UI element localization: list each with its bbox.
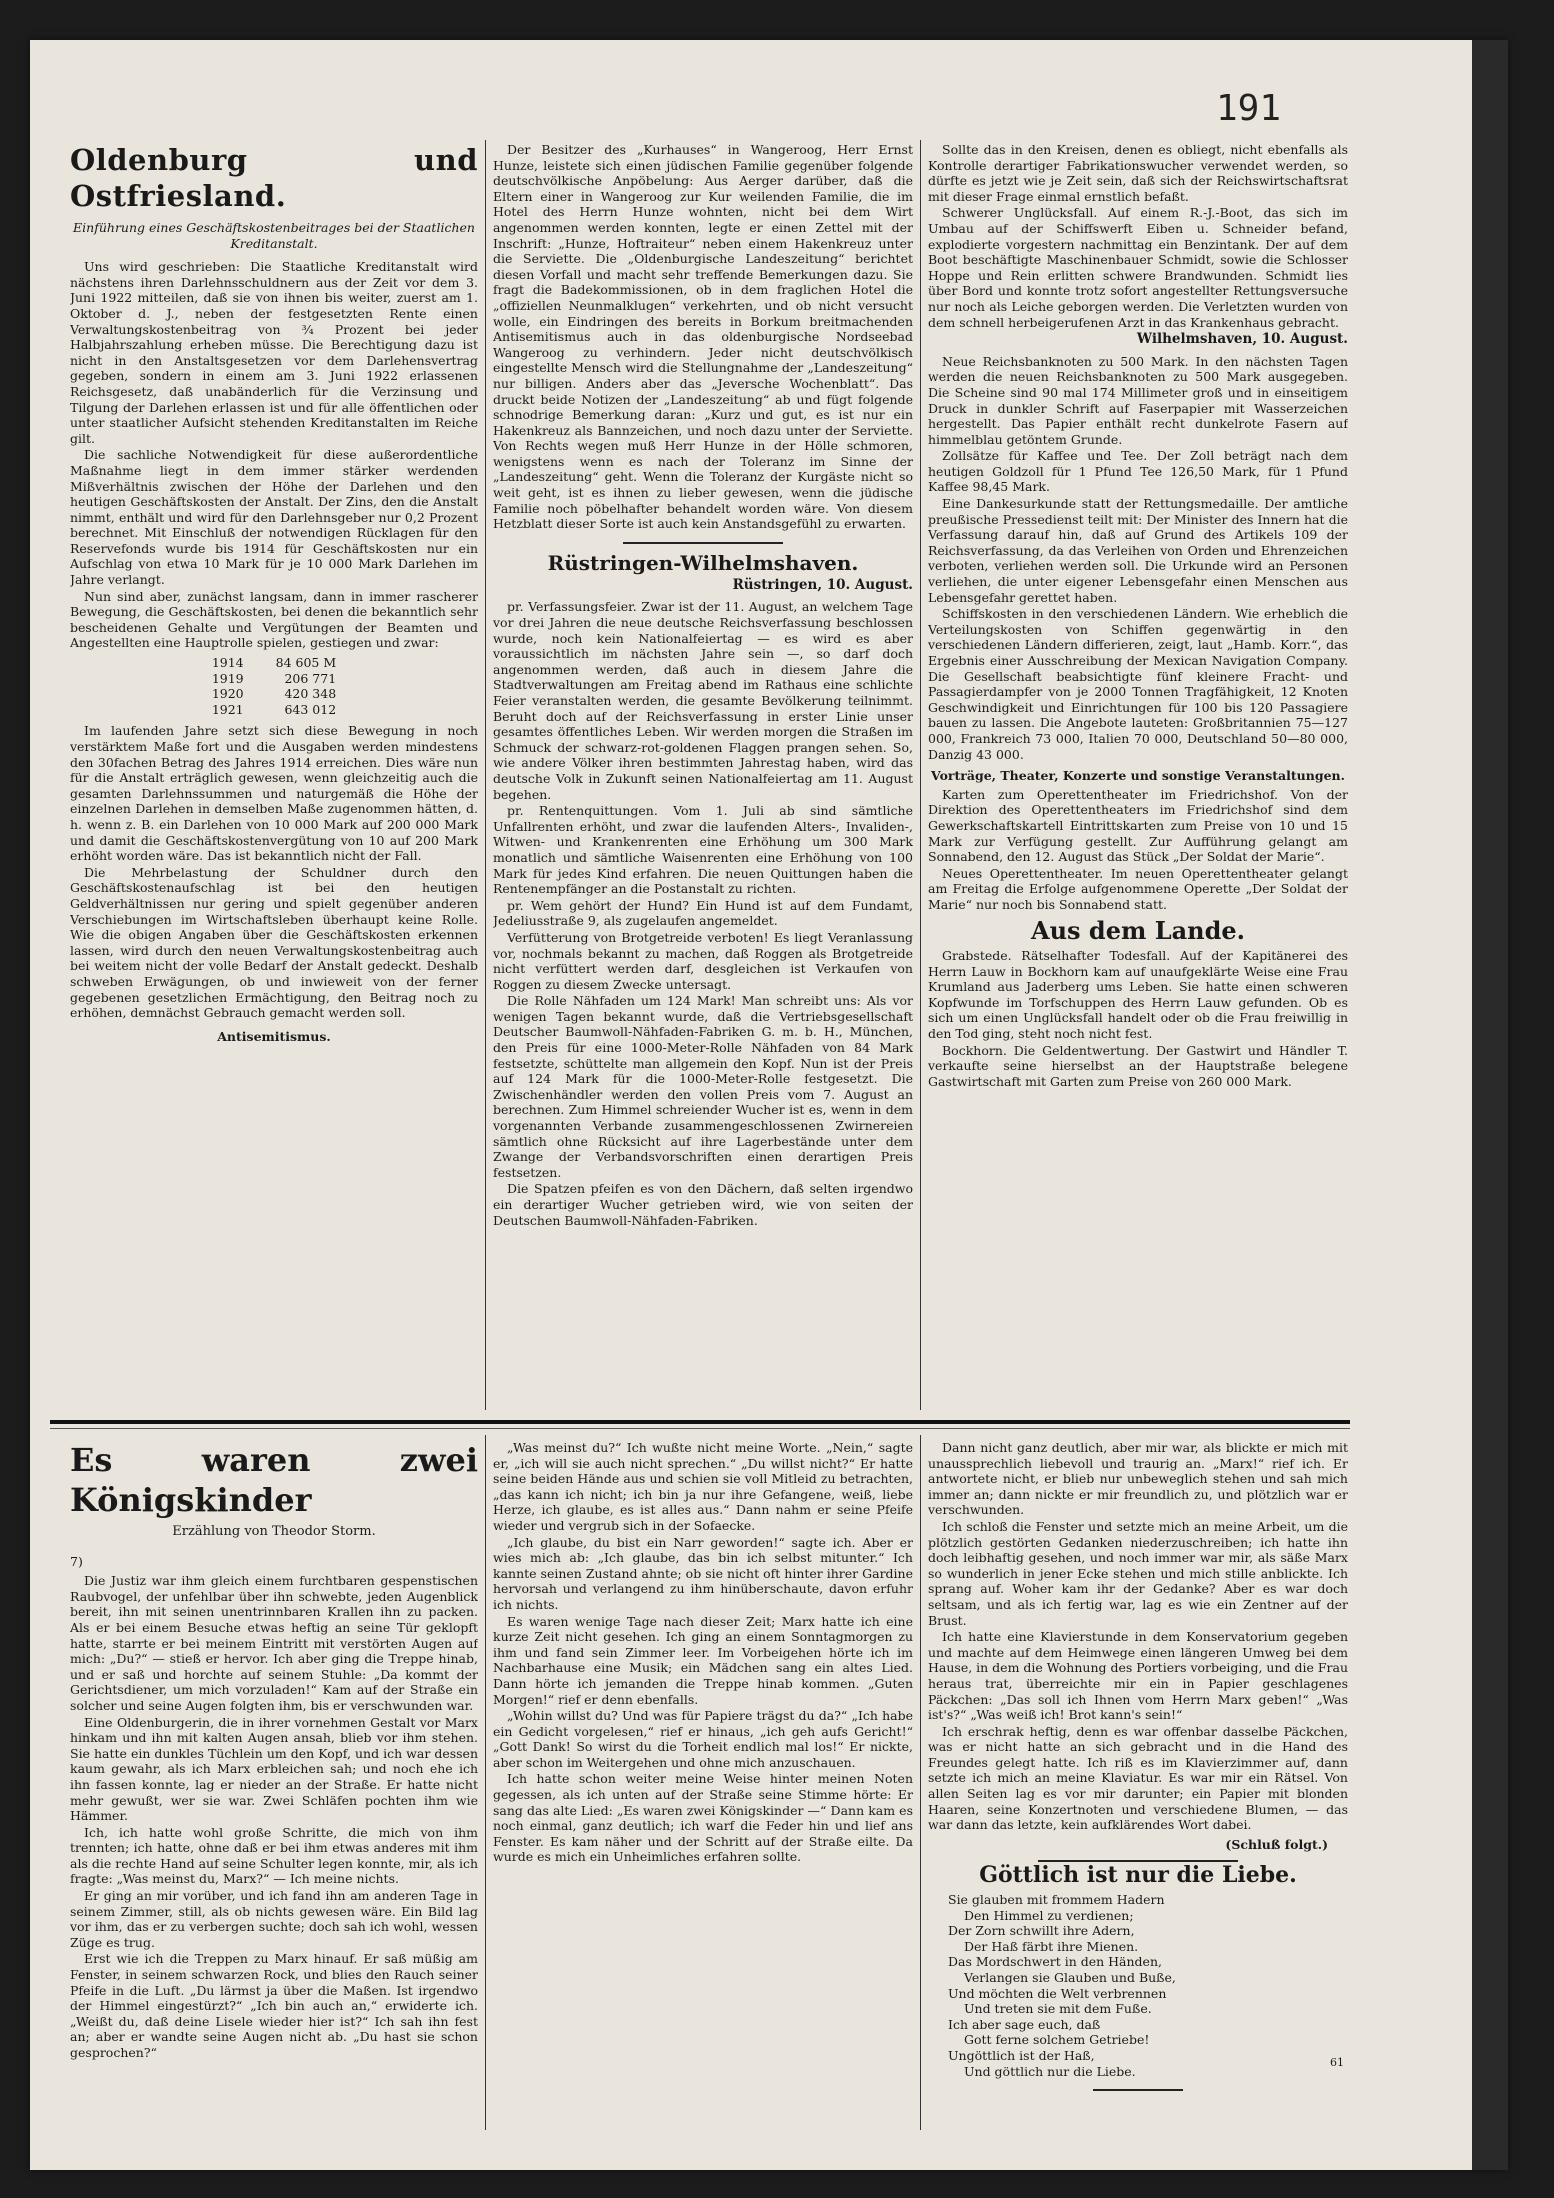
novel-column-1 xyxy=(70,1440,478,2130)
book-binding xyxy=(1472,40,1508,2170)
newspaper-page xyxy=(30,40,1508,2170)
novel-r3: Ich hatte eine Klavierstunde in dem Konservatorium gegeben und machte auf dem Heimwege einen längeren Umweg bei dem Hause, in dem die Wohnung des Portiers vorbeiging, und die Frau heraus trat, überreichte mir ein in Papier geschlagenes Päckchen: „Das soll ich Ihnen vom Herrn Marx geben!“ „Was ist's?“ „Was weiß ich! Brot kann's sein!“ xyxy=(928,1629,1348,1723)
poem-line: Der Zorn schwillt ihre Adern, xyxy=(948,1923,1135,1939)
poem-line: Sie glauben mit frommem Hadern xyxy=(948,1892,1165,1908)
section-divider xyxy=(1093,2089,1183,2091)
poem-stanza xyxy=(948,1892,1348,1954)
novel-column-3 xyxy=(928,1440,1348,2130)
costs-table xyxy=(196,655,352,717)
poem-stanza xyxy=(948,2017,1348,2079)
table-cell-value: 84 605 M xyxy=(275,655,337,671)
oldenburg-para4: Die Mehrbelastung der Schuldner durch den Geschäftskostenaufschlag ist bei den heutigen Geldverhältnissen nur gering und spielt gegenüber anderen Verschiebungen im Wirtschaftsleben überhaupt keine Rolle. Wie die obigen Angaben über die Geschäftskosten erkennen lassen, wird durch den neuen Verwaltungskostenbeitrag auch bei weitem nicht der volle Bedarf der Anstalt gedeckt. Deshalb schweben Erwägungen, ob und inwieweit von der ferner gegebenen gesetzlichen Ermächtigung, den Beitrag noch zu erhöhen, demnächst Gebrauch gemacht werden soll. xyxy=(70,864,478,1021)
table-cell-year: 1921 xyxy=(211,701,244,717)
novel-r1: Dann nicht ganz deutlich, aber mir war, als blickte er mich mit unaussprechlich liebevoll und traurig an. „Marx!“ rief ich. Er antwortete nicht, er blieb nur unbeweglich stehen und sah mich immer an; dann nickte er mir freundlich zu, und plötzlich war er verschwunden. xyxy=(928,1440,1348,1518)
novel-m5: Ich hatte schon weiter meine Weise hinter meinen Noten gegessen, als ich unten auf der Straße seine Stimme hörte: Er sang das alte Lied: „Es waren zwei Königskinder —“ Dann kam es noch einmal, ganz deutlich; ich warf die Feder hin und lief ans Fenster. Es kam näher und der Schritt auf der Straße eilte. Da wurde es mich ein Unheimliches erfahren sollte. xyxy=(493,1771,913,1865)
novel-r2: Ich schloß die Fenster und setzte mich an meine Arbeit, um die plötzlich gestörten Gedanken niederzuschreiben; ich hatte ihn doch leibhaftig gesehen, und noch immer war mir, als säße Marx so wunderlich in jener Ecke stehen und mich stille anblickte. Ich sprang auf. Woher kam ihr der Gedanke? Aber es war doch seltsam, und als ich fertig war, lag es wie ein Zentner auf der Brust. xyxy=(928,1518,1348,1628)
poem-line: Ich aber sage euch, daß xyxy=(948,2016,1101,2032)
poem-line: Den Himmel zu verdienen; xyxy=(964,1907,1134,1923)
oldenburg-para3: Im laufenden Jahre setzt sich diese Bewegung in noch verstärktem Maße fort und die Ausgaben werden mindestens den 30fachen Betrag des Jahres 1914 erreichen. Dies wäre nun für die Anstalt erträglich gewesen, wenn gleichzeitig auch die gesamten Darlehnssummen und naturgemäß die Höhe der einzelnen Darlehen in demselben Maße zugenommen hätten, d. h. wenn z. B. ein Darlehen von 10 000 Mark auf 200 000 Mark und damit die Geschäftskostenvergütung von 10 auf 200 Mark erhöht worden wäre. Das ist bekanntlich nicht der Fall. xyxy=(70,723,478,864)
novel-column-2 xyxy=(493,1440,913,2130)
feuilleton-rule xyxy=(50,1420,1350,1424)
novel-author: Erzählung von Theodor Storm. xyxy=(172,1524,376,1539)
table-row xyxy=(196,686,352,702)
column-ruestringen xyxy=(493,142,913,1414)
poem-line: Das Mordschwert in den Händen, xyxy=(948,1954,1162,1970)
ruestringen-p1: pr. Verfassungsfeier. Zwar ist der 11. August, an welchem Tage vor drei Jahren die neue deutsche Reichsverfassung beschlossen wurde, noch kein Nationalfeiertag — es wird es aber voraussichtlich im nächsten Jahre sein —, so darf doch angenommen werden, daß auch in diesem Jahre die Stadtverwaltungen am Freitag abend im Rathaus eine schlichte Feier veranstalten werden, die gesamte Bevölkerung teilnimmt. Beruht doch auf der Reichsverfassung in erster Linie unser gesamtes öffentliches Leben. Wir werden morgen die Straßen im Schmuck der schwarz-rot-goldenen Flaggen prangen sehen. So, wie andere Völker ihren bestimmten Jahrestag haben, wird das deutsche Volk in Zukunft seinen Nationalfeiertag am 11. August begehen. xyxy=(493,599,913,802)
column-divider xyxy=(485,140,486,1410)
column-right xyxy=(928,142,1348,1414)
oldenburg-para1: Uns wird geschrieben: Die Staatliche Kreditanstalt wird nächstens ihren Darlehnsschuldnern aus der Zeit vor dem 3. Juni 1922 mitteilen, daß sie von ihnen bis weiter, zuerst am 1. Oktober d. J., neben der festgesetzten Rente einen Verwaltungskostenbeitrag von ¾ Prozent bei jeder Halbjahrszahlung erheben müsse. Die Berechtigung dazu ist nicht in den Anstaltsgesetzen vor dem Darlehensvertrag gegeben, sondern in einem am 3. Juni 1922 erlassenen Reichsgesetz, daß unabänderlich für die Verzinsung und Tilgung der Darlehen erlassen ist und für alle öffentlichen oder unter staatlicher Aufsicht stehenden Kreditanstalten im Reiche gilt. xyxy=(70,259,478,446)
page-number: 191 xyxy=(1216,88,1282,129)
table-cell-year: 1920 xyxy=(211,686,244,702)
right-p9: Grabstede. Rätselhafter Todesfall. Auf der Kapitänerei des Herrn Lauw in Bockhorn kam auf unaufgeklärte Weise eine Frau Krumland aus Jaderberg ums Leben. Sie hatte einen schweren Kopfwunde im Torfschuppen des Herrn Lauw gefunden. Ob es sich um einen Unglücksfall handelt oder ob die Frau freiwillig in den Tod ging, steht noch nicht fest. xyxy=(928,948,1348,1042)
poem xyxy=(948,1892,1348,2079)
ruestringen-p4: Verfütterung von Brotgetreide verboten! Es liegt Veranlassung vor, nochmals bekannt zu machen, daß Roggen als Brotgetreide nicht verfüttert werden darf, desgleichen ist Verkaufen von Roggen zu diesem Zwecke untersagt. xyxy=(493,929,913,992)
right-p10: Bockhorn. Die Geldentwertung. Der Gastwirt und Händler T. verkaufte seine hierselbst an der Hauptstraße belegene Gastwirtschaft mit Garten zum Preise von 260 000 Mark. xyxy=(928,1042,1348,1089)
novel-m3: Es waren wenige Tage nach dieser Zeit; Marx hatte ich eine kurze Zeit nicht gesehen. Ich ging an einem Sonntagmorgen zu ihm und fand sein Zimmer leer. Im Vorbeigehen hörte ich im Nachbarhause eine Musik; ein Mädchen sang ein altes Lied. Dann hörte ich jemanden die Treppe hinab kommen. „Guten Morgen!“ rief er denn ebenfalls. xyxy=(493,1613,913,1707)
section-divider xyxy=(623,542,783,544)
oldenburg-title: Oldenburg und Ostfriesland. xyxy=(70,143,478,213)
to-be-continued: (Schluß folgt.) xyxy=(1225,1836,1328,1852)
right-p4: Zollsätze für Kaffee und Tee. Der Zoll beträgt nach dem heutigen Goldzoll für 1 Pfund Tee 126,50 Mark, für 1 Pfund Kaffee 98,45 Mark. xyxy=(928,448,1348,495)
veranstaltungen-heading: Vorträge, Theater, Konzerte und sonstige Veranstaltungen. xyxy=(931,768,1345,784)
novel-m2: „Ich glaube, du bist ein Narr geworden!“ sagte ich. Aber er wies mich ab: „Ich glaube, das bin ich selbst mitunter.“ Ich kannte seinen Zustand ahnte; ob sie nicht oft hinter ihrer Gardine hervorsah und verlangend zu ihm hinüberschaute, davon erfuhr ich nichts. xyxy=(493,1534,913,1612)
right-p8: Neues Operettentheater. Im neuen Operettentheater gelangt am Freitag die Erfolge aufgenommene Operette „Der Soldat der Marie“ nur noch bis Sonnabend statt. xyxy=(928,865,1348,912)
column-oldenburg xyxy=(70,142,478,1412)
poem-line: Und göttlich nur die Liebe. xyxy=(964,2063,1136,2079)
ruestringen-p5: Die Rolle Nähfaden um 124 Mark! Man schreibt uns: Als vor wenigen Tagen bekannt wurde, daß die Vertriebsgesellschaft Deutscher Baumwoll-Nähfaden-Fabriken G. m. b. H., München, den Preis für eine 1000-Meter-Rolle Nähfaden von 84 Mark festsetzte, schüttelte man allgemein den Kopf. Nun ist der Preis auf 124 Mark für die 1000-Meter-Rolle festgesetzt. Die Zwischenhändler werden den vollen Preis vom 7. August an berechnen. Zum Himmel schreiender Wucher ist es, wenn in dem vorgenannten Verbande zusammengeschlossenen Zwirnereien sämtlich ohne Rücksicht auf ihre Lagerbestände unter dem Zwange der Verbandsvorschriften einen derartigen Preis festsetzen. xyxy=(493,993,913,1180)
table-row xyxy=(196,655,352,671)
poem-line: Und möchten die Welt verbrennen xyxy=(948,1985,1167,2001)
column-divider xyxy=(485,1435,486,2130)
table-cell-value: 643 012 xyxy=(284,701,337,717)
novel-m1: „Was meinst du?“ Ich wußte nicht meine Worte. „Nein,“ sagte er, „ich will sie auch nicht sprechen.“ „Du willst nicht?“ Er hatte seine beiden Hände aus und schien sie voll Mitleid zu betrachten, „das kann ich nicht; ich bin ja nur ihre Gefangene, weiß, liebe Herze, ich glaube, es ist alles aus.“ Dann nahm er seine Pfeife wieder und vergrub sich in der Sofaecke. xyxy=(493,1440,913,1533)
poem-line: Verlangen sie Glauben und Buße, xyxy=(964,1970,1176,1985)
table-row xyxy=(196,702,352,718)
table-row xyxy=(196,671,352,687)
poem-stanza xyxy=(948,1954,1348,2016)
novel-r4: Ich erschrak heftig, denn es war offenbar dasselbe Päckchen, was er nicht hatte an sich gebracht und in die Hand des Freundes gelegt hatte. Ich riß es im Klavierzimmer auf, dann setzte ich mich an meine Klaviatur. Es war mir ein Rätsel. Von allen Seiten lag es vor mir darunter; ein Papier mit blonden Haaren, seine Konzertnoten und verschiedene Blumen, — das war dann das letzte, kein aufklärendes Wort dabei. xyxy=(928,1723,1348,1833)
antisemitismus-text: Der Besitzer des „Kurhauses“ in Wangeroog, Herr Ernst Hunze, leistete sich einen jüdischen Familie gegenüber folgende deutschvölkische Anpöbelung: Aus Aerger darüber, daß die Eltern einer in Wangeroog zur Kur weilenden Familie, die im Hotel des Herrn Hunze wohnten, nicht bei dem Wirt angenommen werden konnten, legte er einen Zettel mit der Inschrift: „Hunze, Hoftraiteur“ neben einem Hakenkreuz unter die Serviette. Die „Oldenburgische Landeszeitung“ berichtet diesen Vorfall und macht sehr treffende Bemerkungen dazu. Sie fragt die Badekommissionen, ob in dem fraglichen Hotel die „offiziellen Neunmalklugen“ verkehrten, und ob nicht versucht wolle, ein Eindringen des bereits in Borkum breitmachenden Antisemitismus auch in das oldenburgische Nordseebad Wangeroog zu verhindern. Jeder nicht deutschvölkisch eingestellte Mensch wird die Stellungnahme der „Landeszeitung“ nur billigen. Anders aber das „Jeversche Wochenblatt“. Das druckt beide Notizen der „Landeszeitung“ ab und fügt folgende schnodrige Bemerkung daran: „Kurz und gut, es ist nur ein Hakenkreuz als Bannzeichen, und noch dazu unter der Serviette. Von Rechts wegen muß Herr Hunze in der Hölle schmoren, wenigstens wenn es nach der Toleranz im Sinne der „Landeszeitung“ geht. Wenn die Toleranz der Kurgäste nicht so weit geht, ist es ihnen zu lieber gewesen, wenn die jüdische Familie noch pöbelhafter behandelt worden wäre. Von diesem Hetzblatt dieser Sorte ist auch kein Anstandsgefühl zu erwarten. xyxy=(493,142,913,532)
oldenburg-subtitle: Einführung eines Geschäftskostenbeitrages bei der Staatlichen Kreditanstalt. xyxy=(73,220,475,251)
chapter-number: 7) xyxy=(70,1553,83,1569)
table-cell-value: 206 771 xyxy=(284,670,337,686)
right-p3: Neue Reichsbanknoten zu 500 Mark. In den nächsten Tagen werden die neuen Reichsbanknoten zu 500 Mark ausgegeben. Die Scheine sind 90 mal 174 Millimeter groß und in einseitigem Druck in dunkler Schrift auf Faserpapier mit Wasserzeichen hergestellt. Das Papier enthält recht dunkelrote Fasern auf himmelblau getöntem Grunde. xyxy=(928,353,1348,447)
right-p1: Sollte das in den Kreisen, denen es obliegt, nicht ebenfalls als Kontrolle derartiger Fabrikationswucher verwendet werden, so dürfte es jetzt wie je Zeit sein, daß sich der Reichswirtschaftsrat mit dieser Frage einmal ernstlich befaßt. xyxy=(928,142,1348,204)
poem-line: Ungöttlich ist der Haß, xyxy=(948,2047,1095,2063)
poem-line: Und treten sie mit dem Fuße. xyxy=(964,2001,1152,2017)
right-p7: Karten zum Operettentheater im Friedrichshof. Von der Direktion des Operettentheaters im Friedrichshof sind dem Gewerkschaftskartell Eintrittskarten zum Preise von 10 und 15 Mark zur Verfügung gestellt. Zur Aufführung gelangt am Sonnabend, den 12. August das Stück „Der Soldat der Marie“. xyxy=(928,786,1348,865)
table-cell-value: 420 348 xyxy=(284,686,337,702)
poem-line: Der Haß färbt ihre Mienen. xyxy=(964,1938,1139,1954)
ruestringen-p6: Die Spatzen pfeifen es von den Dächern, daß selten irgendwo ein derartiger Wucher getrieben wird, wie von seiten der Deutschen Baumwoll-Nähfaden-Fabriken. xyxy=(493,1181,913,1228)
novel-title: Es waren zwei Königskinder xyxy=(70,1441,478,1519)
oldenburg-stats-intro: Nun sind aber, zunächst langsam, dann in immer rascherer Bewegung, die Geschäftskosten, bei denen die bekanntlich sehr bescheidenen Gehalte und Vergütungen der Beamten und Angestellten eine Hauptrolle spielen, gestiegen und zwar: xyxy=(70,588,478,651)
margin-note: 61 xyxy=(1330,2056,1344,2069)
right-p6: Schiffskosten in den verschiedenen Ländern. Wie erheblich die Verteilungskosten von Schiffen gegenwärtig in den verschiedenen Ländern differieren, zeigt, laut „Hamb. Korr.“, das Ergebnis einer Ausschreibung der Mexican Navigation Company. Die Gesellschaft beabsichtigte fünf kleinere Fracht- und Passagierdampfer von je 2000 Tonnen Tragfähigkeit, 12 Knoten Geschwindigkeit und Einrichtungen für 100 bis 120 Passagiere bauen zu lassen. Die Angebote lauteten: Großbritannien 75—127 000, Frankreich 73 000, Italien 70 000, Deutschland 50—80 000, Danzig 43 000. xyxy=(928,606,1348,762)
wilhelmshaven-dateline: Wilhelmshaven, 10. August. xyxy=(1136,331,1348,348)
ruestringen-p2: pr. Rentenquittungen. Vom 1. Juli ab sind sämtliche Unfallrenten erhöht, und zwar die laufenden Alters-, Invaliden-, Witwen- und Krankenrenten eine Erhöhung um 300 Mark monatlich und sämtliche Waisenrenten eine Erhöhung von 100 Mark für jedes Kind erfahren. Die neuen Quittungen haben die Rentenempfänger an die Postanstalt zu richten. xyxy=(493,803,913,897)
novel-c5: Erst wie ich die Treppen zu Marx hinauf. Er saß müßig am Fenster, in seinem schwarzen Rock, und blies den Rauch seiner Pfeife in die Luft. „Du lärmst ja über die Maßen. Ist irgendwo der Himmel eingestürzt?“ „Ich bin auch an,“ erwiderte ich. „Weißt du, daß deine Lisele wieder hier ist?“ Ich sah ihn fest an; aber er wandte seine Augen nicht ab. „Du hast sie schon gesprochen?“ xyxy=(70,1951,478,2060)
novel-c1: Die Justiz war ihm gleich einem furchtbaren gespenstischen Raubvogel, der unfehlbar über ihn schwebte, jeden Augenblick bereit, ihn mit seinen unentrinnbaren Krallen ihn zu packen. Als er bei einem Besuche etwas heftig an seine Tür geklopft hatte, starrte er bei meinem Eintritt mit verstörten Augen auf mich: „Du?“ — stieß er hervor. Ich aber ging die Treppe hinab, und er saß und horchte auf seinem Stuhle: „Da kommt der Gerichtsdiener, um mich vorzuladen!“ Kam auf der Straße ein solcher und seine Augen folgten ihm, bis er verschwunden war. xyxy=(70,1573,478,1713)
oldenburg-para2: Die sachliche Notwendigkeit für diese außerordentliche Maßnahme liegt in dem immer stärker werdenden Mißverhältnis zwischen der Höhe der Darlehen und den heutigen Geschäftskosten der Anstalt. Der Zins, den die Anstalt nimmt, enthält und wird für den Darlehnsgeber nur 0,2 Prozent berechnet. Mit Einschluß der notwendigen Rücklagen für den Reservefonds wurde bis 1914 für Geschäftskosten nur ein Aufschlag von etwa 10 Mark für je 10 000 Mark Darlehen im Jahre verlangt. xyxy=(70,447,478,588)
novel-c2: Eine Oldenburgerin, die in ihrer vornehmen Gestalt vor Marx hinkam und ihn mit kalten Augen ansah, blieb vor ihm stehen. Sie hatte ein dunkles Tüchlein um den Kopf, und ich war dessen kaum gewahr, als ich Marx erbleichen sah; und noch ehe ich ihn fassen konnte, lag er nieder an der Straße. Er hatte nicht mehr gewußt, wer sie war. Zwei Schläfen pochten ihm wie Hämmer. xyxy=(70,1714,478,1824)
right-p5: Eine Dankesurkunde statt der Rettungsmedaille. Der amtliche preußische Pressedienst teilt mit: Der Minister des Innern hat die Verfassung darauf hin, daß auf Grund des Artikels 109 der Reichsverfassung, da das Verleihen von Orden und Ehrenzeichen verboten, verliehen werden soll. Die Urkunde wird an Personen verliehen, die unter eigener Lebensgefahr einen Menschen aus Lebensgefahr gerettet haben. xyxy=(928,496,1348,605)
column-divider xyxy=(920,1435,921,2130)
section-divider xyxy=(1038,1860,1238,1862)
column-divider xyxy=(920,140,921,1410)
aus-dem-lande-heading: Aus dem Lande. xyxy=(1030,915,1246,945)
table-cell-year: 1914 xyxy=(211,655,244,671)
right-p2: Schwerer Unglücksfall. Auf einem R.-J.-Boot, das sich im Umbau auf der Schiffswerft Eiben u. Schneider befand, explodierte vorgestern nachmittag ein Benzintank. Der auf dem Boot beschäftigte Maschinenbauer Schmidt, sowie die Schlosser Hoppe und Rein erlitten schwere Brandwunden. Schmidt lies über Bord und konnte trotz sofort angestellter Rettungsversuche nur noch als Leiche geborgen werden. Die Verletzten wurden von dem schnell herbeigerufenen Arzt in das Krankenhaus gebracht. xyxy=(928,205,1348,330)
table-cell-year: 1919 xyxy=(211,670,244,686)
ruestringen-p3: pr. Wem gehört der Hund? Ein Hund ist auf dem Fundamt, Jedeliusstraße 9, als zugelaufen angemeldet. xyxy=(493,897,913,929)
ruestringen-title: Rüstringen-Wilhelmshaven. xyxy=(547,550,859,575)
ruestringen-dateline: Rüstringen, 10. August. xyxy=(732,576,913,593)
poem-line: Gott ferne solchem Getriebe! xyxy=(964,2032,1150,2048)
feuilleton-rule-thin xyxy=(50,1428,1350,1429)
antisemitismus-heading: Antisemitismus. xyxy=(217,1028,331,1044)
novel-c4: Er ging an mir vorüber, und ich fand ihn am anderen Tage in seinem Zimmer, still, als ob nichts gewesen wäre. Ein Bild lag vor ihm, das er zu verbergen suchte; doch sah ich wohl, wessen Züge es trug. xyxy=(70,1888,478,1950)
novel-m4: „Wohin willst du? Und was für Papiere trägst du da?“ „Ich habe ein Gedicht vorgelesen,“ rief er hinaus, „ich geh aufs Gericht!“ „Gott Dank! So wirst du die Torheit endlich mal los!“ Er nickte, aber schon im Weitergehen und ohne mich anzuschauen. xyxy=(493,1708,913,1770)
poem-title: Göttlich ist nur die Liebe. xyxy=(979,1862,1297,1889)
novel-c3: Ich, ich hatte wohl große Schritte, die mich von ihm trennten; ich hatte, ohne daß er bei ihm etwas anderes mit ihm als die rechte Hand auf seine Schulter legen konnte, mir, als ich fragte: „Was meinst du, Marx?“ — Ich meine nichts. xyxy=(70,1824,478,1887)
